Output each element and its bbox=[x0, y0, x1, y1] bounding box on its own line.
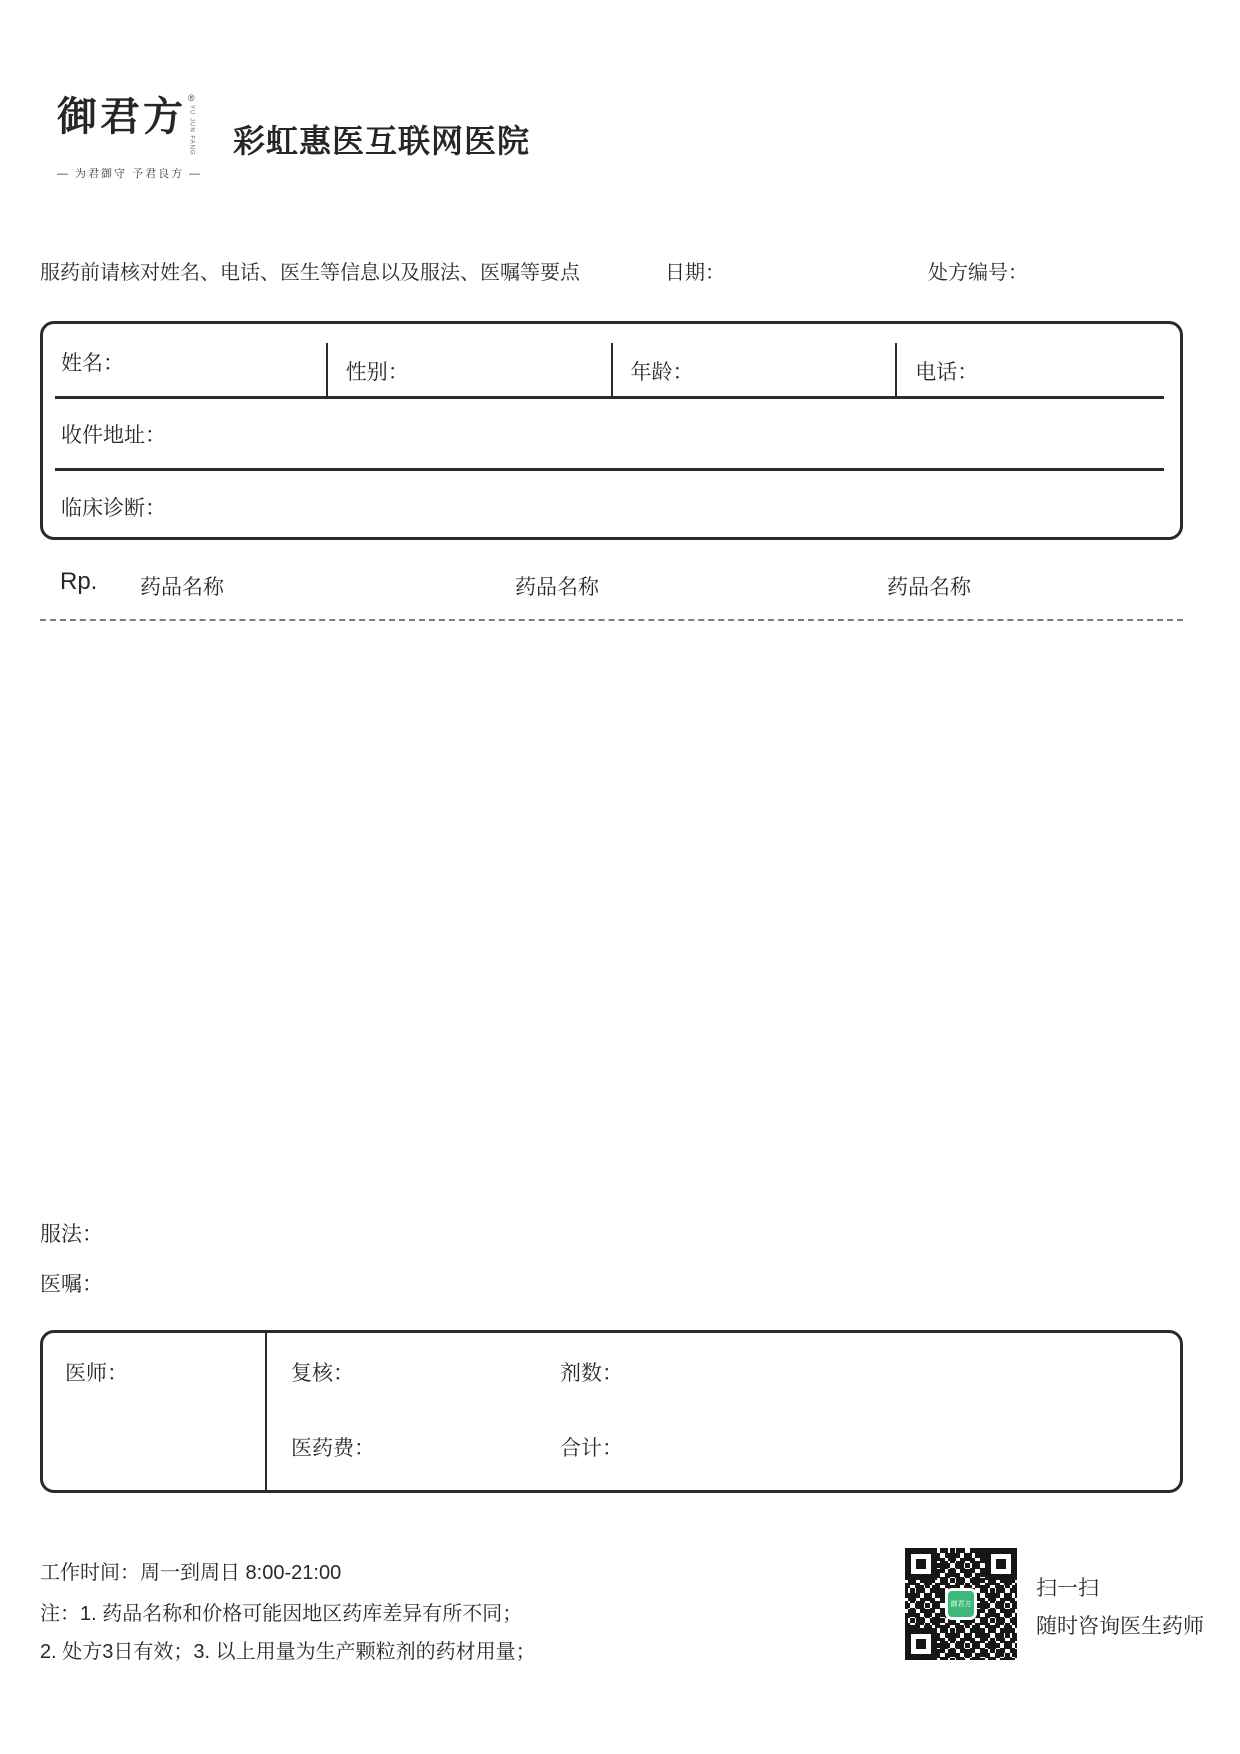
medicine-column-header: 药品名称 bbox=[515, 576, 599, 599]
doses-label: 剂数： bbox=[560, 1362, 623, 1385]
total-field bbox=[560, 1432, 623, 1462]
brand-logo-text: 御君方 bbox=[57, 93, 186, 140]
rp-label: Rp. bbox=[60, 568, 98, 595]
registered-trademark-icon: ® bbox=[188, 93, 195, 103]
working-hours: 工作时间：周一到周日 8:00-21:00 bbox=[40, 1562, 342, 1584]
doses-field bbox=[560, 1357, 623, 1387]
date-label: 日期： bbox=[665, 262, 725, 284]
patient-box-divider-line bbox=[55, 468, 1164, 471]
fee-label: 医药费： bbox=[291, 1437, 375, 1460]
age-field bbox=[611, 343, 896, 399]
review-field bbox=[291, 1357, 354, 1387]
brand-logo-vertical-text: YU JUN FANG bbox=[188, 105, 195, 156]
verify-notice: 服药前请核对姓名、电话、医生等信息以及服法、医嘱等要点 bbox=[40, 262, 580, 284]
footer-note-1: 注：1. 药品名称和价格可能因地区药库差异有所不同； bbox=[40, 1603, 523, 1625]
phone-label: 电话： bbox=[915, 361, 979, 384]
review-label: 复核： bbox=[291, 1362, 354, 1385]
diagnosis-label: 临床诊断： bbox=[61, 497, 166, 520]
qr-center-logo-text: 御君方 bbox=[950, 1601, 972, 1608]
usage-field bbox=[40, 1218, 103, 1248]
address-field bbox=[61, 419, 166, 449]
hospital-name: 彩虹惠医互联网医院 bbox=[233, 123, 531, 159]
total-label: 合计： bbox=[560, 1437, 623, 1460]
qr-finder-icon bbox=[905, 1548, 937, 1580]
medicine-column-header: 药品名称 bbox=[140, 576, 224, 599]
patient-info-box bbox=[40, 321, 1183, 540]
signoff-box-divider bbox=[265, 1333, 267, 1490]
advice-label: 医嘱： bbox=[40, 1273, 103, 1296]
scan-label: 扫一扫 bbox=[1036, 1577, 1099, 1600]
prescription-dashed-rule bbox=[40, 619, 1183, 621]
doctor-label: 医师： bbox=[65, 1362, 128, 1385]
scan-description: 随时咨询医生药师 bbox=[1036, 1615, 1204, 1638]
name-label: 姓名： bbox=[61, 351, 124, 375]
rx-number-label: 处方编号： bbox=[928, 262, 1028, 284]
qr-code-icon bbox=[905, 1548, 1017, 1660]
doctor-field bbox=[65, 1357, 128, 1387]
patient-box-divider-line bbox=[55, 396, 1164, 399]
brand-tagline: — 为君御守 予君良方 — bbox=[57, 167, 203, 180]
qr-finder-icon bbox=[985, 1548, 1017, 1580]
signoff-box bbox=[40, 1330, 1183, 1493]
phone-field bbox=[895, 343, 1180, 399]
medicine-column-header: 药品名称 bbox=[887, 576, 971, 599]
address-label: 收件地址： bbox=[61, 424, 166, 447]
qr-finder-icon bbox=[905, 1628, 937, 1660]
diagnosis-field bbox=[61, 492, 166, 522]
patient-info-row bbox=[43, 324, 1180, 399]
footer-note-2: 2. 处方3日有效；3. 以上用量为生产颗粒剂的药材用量； bbox=[40, 1641, 536, 1663]
fee-field bbox=[291, 1432, 375, 1462]
name-field bbox=[43, 324, 326, 399]
brand-logo bbox=[57, 93, 207, 181]
qr-center-logo bbox=[945, 1588, 977, 1620]
age-label: 年龄： bbox=[630, 361, 694, 384]
gender-field bbox=[326, 343, 611, 399]
advice-field bbox=[40, 1268, 103, 1298]
gender-label: 性别： bbox=[345, 361, 409, 384]
usage-label: 服法： bbox=[40, 1223, 103, 1246]
